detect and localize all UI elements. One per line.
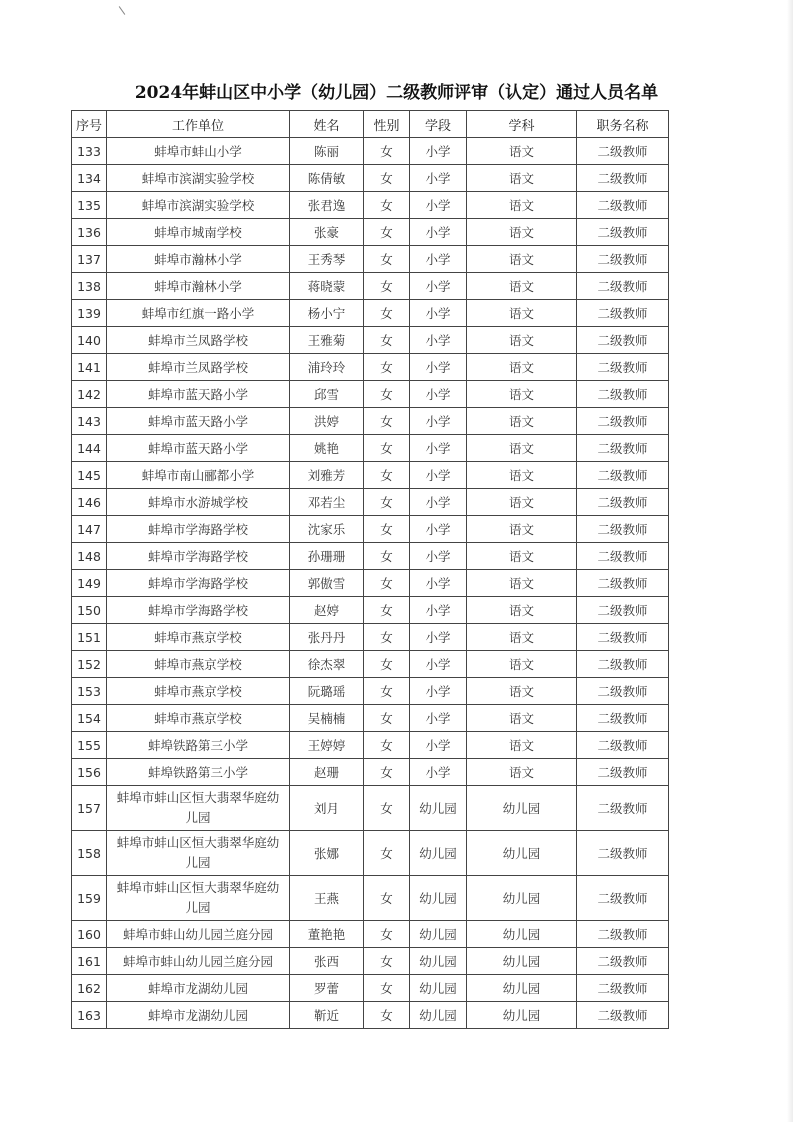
- cell-position: 二级教师: [577, 219, 669, 246]
- cell-stage: 小学: [410, 219, 467, 246]
- cell-unit: 蚌埠市燕京学校: [107, 624, 290, 651]
- cell-name: 王燕: [290, 876, 364, 921]
- cell-position: 二级教师: [577, 381, 669, 408]
- table-row: [72, 381, 669, 408]
- cell-subject: 幼儿园: [467, 1002, 577, 1029]
- cell-stage: 小学: [410, 462, 467, 489]
- cell-unit: 蚌埠铁路第三小学: [107, 759, 290, 786]
- cell-unit: 蚌埠市燕京学校: [107, 705, 290, 732]
- cell-subject: 语文: [467, 219, 577, 246]
- cell-unit: 蚌埠市龙湖幼儿园: [107, 975, 290, 1002]
- cell-name: 郭傲雪: [290, 570, 364, 597]
- cell-index: 154: [72, 705, 107, 732]
- cell-index: 143: [72, 408, 107, 435]
- cell-gender: 女: [364, 570, 410, 597]
- cell-subject: 幼儿园: [467, 921, 577, 948]
- cell-stage: 小学: [410, 354, 467, 381]
- cell-position: 二级教师: [577, 300, 669, 327]
- header-unit: 工作单位: [107, 111, 290, 138]
- cell-name: 罗蕾: [290, 975, 364, 1002]
- cell-gender: 女: [364, 597, 410, 624]
- cell-gender: 女: [364, 435, 410, 462]
- table-row: [72, 462, 669, 489]
- table-row: [72, 354, 669, 381]
- cell-index: 152: [72, 651, 107, 678]
- cell-index: 161: [72, 948, 107, 975]
- cell-position: 二级教师: [577, 543, 669, 570]
- table-row: [72, 831, 669, 876]
- cell-gender: 女: [364, 876, 410, 921]
- cell-unit: 蚌埠市瀚林小学: [107, 273, 290, 300]
- cell-position: 二级教师: [577, 192, 669, 219]
- cell-index: 156: [72, 759, 107, 786]
- cell-gender: 女: [364, 921, 410, 948]
- cell-subject: 语文: [467, 624, 577, 651]
- cell-gender: 女: [364, 408, 410, 435]
- cell-subject: 幼儿园: [467, 948, 577, 975]
- cell-position: 二级教师: [577, 921, 669, 948]
- table-row: [72, 624, 669, 651]
- cell-gender: 女: [364, 165, 410, 192]
- cell-subject: 语文: [467, 678, 577, 705]
- cell-name: 杨小宁: [290, 300, 364, 327]
- cell-gender: 女: [364, 138, 410, 165]
- cell-name: 董艳艳: [290, 921, 364, 948]
- cell-subject: 语文: [467, 705, 577, 732]
- cell-stage: 小学: [410, 678, 467, 705]
- cell-position: 二级教师: [577, 1002, 669, 1029]
- table-row: [72, 408, 669, 435]
- cell-gender: 女: [364, 489, 410, 516]
- cell-stage: 幼儿园: [410, 786, 467, 831]
- cell-index: 155: [72, 732, 107, 759]
- cell-subject: 语文: [467, 597, 577, 624]
- cell-subject: 语文: [467, 138, 577, 165]
- table-row: [72, 543, 669, 570]
- cell-unit: 蚌埠市蓝天路小学: [107, 435, 290, 462]
- cell-position: 二级教师: [577, 876, 669, 921]
- cell-stage: 小学: [410, 408, 467, 435]
- cell-unit: 蚌埠市城南学校: [107, 219, 290, 246]
- cell-gender: 女: [364, 948, 410, 975]
- table-row: [72, 273, 669, 300]
- cell-gender: 女: [364, 246, 410, 273]
- cell-subject: 幼儿园: [467, 876, 577, 921]
- cell-name: 浦玲玲: [290, 354, 364, 381]
- table-row: [72, 300, 669, 327]
- cell-index: 160: [72, 921, 107, 948]
- cell-stage: 小学: [410, 705, 467, 732]
- cell-index: 158: [72, 831, 107, 876]
- table-row: [72, 921, 669, 948]
- cell-gender: 女: [364, 300, 410, 327]
- page-title: 2024年蚌山区中小学（幼儿园）二级教师评审（认定）通过人员名单: [134, 83, 659, 103]
- cell-name: 刘月: [290, 786, 364, 831]
- header-index: 序号: [72, 111, 107, 138]
- cell-gender: 女: [364, 192, 410, 219]
- cell-subject: 语文: [467, 273, 577, 300]
- cell-position: 二级教师: [577, 705, 669, 732]
- cell-index: 159: [72, 876, 107, 921]
- header-stage: 学段: [410, 111, 467, 138]
- cell-name: 赵珊: [290, 759, 364, 786]
- cell-stage: 小学: [410, 570, 467, 597]
- cell-subject: 幼儿园: [467, 786, 577, 831]
- cell-subject: 语文: [467, 300, 577, 327]
- cell-subject: 语文: [467, 543, 577, 570]
- table-row: [72, 246, 669, 273]
- cell-unit: 蚌埠市南山郦都小学: [107, 462, 290, 489]
- cell-subject: 语文: [467, 489, 577, 516]
- cell-gender: 女: [364, 678, 410, 705]
- cell-gender: 女: [364, 651, 410, 678]
- cell-stage: 小学: [410, 165, 467, 192]
- scan-edge-shadow: [787, 0, 793, 1122]
- cell-unit: 蚌埠市龙湖幼儿园: [107, 1002, 290, 1029]
- cell-gender: 女: [364, 786, 410, 831]
- cell-index: 134: [72, 165, 107, 192]
- table-row: [72, 570, 669, 597]
- cell-position: 二级教师: [577, 732, 669, 759]
- cell-unit: 蚌埠市学海路学校: [107, 597, 290, 624]
- cell-gender: 女: [364, 831, 410, 876]
- cell-position: 二级教师: [577, 570, 669, 597]
- cell-position: 二级教师: [577, 516, 669, 543]
- cell-position: 二级教师: [577, 597, 669, 624]
- cell-gender: 女: [364, 354, 410, 381]
- cell-subject: 语文: [467, 462, 577, 489]
- cell-gender: 女: [364, 219, 410, 246]
- cell-unit: 蚌埠市兰凤路学校: [107, 354, 290, 381]
- cell-gender: 女: [364, 624, 410, 651]
- cell-subject: 语文: [467, 732, 577, 759]
- cell-name: 王婷婷: [290, 732, 364, 759]
- cell-stage: 小学: [410, 300, 467, 327]
- cell-gender: 女: [364, 759, 410, 786]
- cell-index: 144: [72, 435, 107, 462]
- cell-gender: 女: [364, 273, 410, 300]
- cell-name: 徐杰翠: [290, 651, 364, 678]
- roster-table: [71, 110, 669, 1029]
- cell-unit: 蚌埠市蚌山区恒大翡翠华庭幼儿园: [107, 876, 290, 921]
- table-row: [72, 651, 669, 678]
- cell-name: 洪婷: [290, 408, 364, 435]
- cell-position: 二级教师: [577, 462, 669, 489]
- table-row: [72, 165, 669, 192]
- cell-stage: 幼儿园: [410, 831, 467, 876]
- table-row: [72, 975, 669, 1002]
- cell-subject: 幼儿园: [467, 975, 577, 1002]
- cell-unit: 蚌埠市蚌山区恒大翡翠华庭幼儿园: [107, 786, 290, 831]
- table-row: [72, 948, 669, 975]
- header-gender: 性别: [364, 111, 410, 138]
- cell-unit: 蚌埠市蚌山幼儿园兰庭分园: [107, 948, 290, 975]
- cell-index: 140: [72, 327, 107, 354]
- cell-position: 二级教师: [577, 165, 669, 192]
- cell-index: 151: [72, 624, 107, 651]
- table-row: [72, 516, 669, 543]
- cell-index: 150: [72, 597, 107, 624]
- cell-index: 145: [72, 462, 107, 489]
- header-position: 职务名称: [577, 111, 669, 138]
- cell-subject: 语文: [467, 381, 577, 408]
- cell-subject: 语文: [467, 408, 577, 435]
- cell-name: 吴楠楠: [290, 705, 364, 732]
- cell-position: 二级教师: [577, 759, 669, 786]
- roster-body: [72, 138, 669, 1029]
- cell-unit: 蚌埠铁路第三小学: [107, 732, 290, 759]
- cell-unit: 蚌埠市燕京学校: [107, 678, 290, 705]
- cell-subject: 语文: [467, 165, 577, 192]
- cell-index: 149: [72, 570, 107, 597]
- cell-position: 二级教师: [577, 651, 669, 678]
- table-row: [72, 1002, 669, 1029]
- cell-position: 二级教师: [577, 831, 669, 876]
- cell-name: 张娜: [290, 831, 364, 876]
- cell-subject: 语文: [467, 570, 577, 597]
- cell-unit: 蚌埠市蓝天路小学: [107, 408, 290, 435]
- cell-position: 二级教师: [577, 975, 669, 1002]
- cell-stage: 小学: [410, 597, 467, 624]
- header-name: 姓名: [290, 111, 364, 138]
- table-row: [72, 759, 669, 786]
- table-row: [72, 435, 669, 462]
- cell-position: 二级教师: [577, 408, 669, 435]
- table-row: [72, 678, 669, 705]
- table-row: [72, 327, 669, 354]
- cell-subject: 语文: [467, 435, 577, 462]
- cell-subject: 语文: [467, 246, 577, 273]
- cell-name: 刘雅芳: [290, 462, 364, 489]
- cell-stage: 幼儿园: [410, 876, 467, 921]
- cell-name: 王雅菊: [290, 327, 364, 354]
- cell-subject: 语文: [467, 651, 577, 678]
- cell-index: 148: [72, 543, 107, 570]
- table-row: [72, 219, 669, 246]
- cell-subject: 语文: [467, 759, 577, 786]
- cell-gender: 女: [364, 516, 410, 543]
- cell-stage: 小学: [410, 651, 467, 678]
- cell-stage: 小学: [410, 246, 467, 273]
- cell-unit: 蚌埠市蚌山区恒大翡翠华庭幼儿园: [107, 831, 290, 876]
- cell-index: 137: [72, 246, 107, 273]
- cell-index: 139: [72, 300, 107, 327]
- cell-subject: 语文: [467, 354, 577, 381]
- cell-unit: 蚌埠市燕京学校: [107, 651, 290, 678]
- cell-unit: 蚌埠市滨湖实验学校: [107, 192, 290, 219]
- cell-subject: 幼儿园: [467, 831, 577, 876]
- cell-index: 153: [72, 678, 107, 705]
- cell-index: 163: [72, 1002, 107, 1029]
- cell-position: 二级教师: [577, 327, 669, 354]
- table-row: [72, 876, 669, 921]
- cell-index: 157: [72, 786, 107, 831]
- cell-name: 张君逸: [290, 192, 364, 219]
- cell-unit: 蚌埠市蓝天路小学: [107, 381, 290, 408]
- cell-index: 141: [72, 354, 107, 381]
- cell-gender: 女: [364, 327, 410, 354]
- cell-position: 二级教师: [577, 435, 669, 462]
- cell-index: 135: [72, 192, 107, 219]
- cell-position: 二级教师: [577, 678, 669, 705]
- cell-position: 二级教师: [577, 246, 669, 273]
- table-row: [72, 732, 669, 759]
- cell-name: 邓若尘: [290, 489, 364, 516]
- cell-position: 二级教师: [577, 489, 669, 516]
- table-row: [72, 192, 669, 219]
- cell-stage: 小学: [410, 435, 467, 462]
- cell-name: 陈倩敏: [290, 165, 364, 192]
- cell-name: 张豪: [290, 219, 364, 246]
- cell-name: 赵婷: [290, 597, 364, 624]
- cell-stage: 小学: [410, 381, 467, 408]
- cell-name: 陈丽: [290, 138, 364, 165]
- cell-unit: 蚌埠市红旗一路小学: [107, 300, 290, 327]
- cell-stage: 小学: [410, 327, 467, 354]
- table-row: [72, 786, 669, 831]
- cell-stage: 小学: [410, 273, 467, 300]
- cell-name: 沈家乐: [290, 516, 364, 543]
- cell-name: 阮璐瑶: [290, 678, 364, 705]
- cell-gender: 女: [364, 381, 410, 408]
- cell-unit: 蚌埠市蚌山幼儿园兰庭分园: [107, 921, 290, 948]
- cell-name: 张丹丹: [290, 624, 364, 651]
- cell-stage: 幼儿园: [410, 948, 467, 975]
- cell-unit: 蚌埠市学海路学校: [107, 516, 290, 543]
- table-row: [72, 138, 669, 165]
- cell-unit: 蚌埠市水游城学校: [107, 489, 290, 516]
- cell-position: 二级教师: [577, 948, 669, 975]
- cell-name: 邱雪: [290, 381, 364, 408]
- cell-stage: 幼儿园: [410, 1002, 467, 1029]
- scan-mark: [119, 6, 126, 15]
- cell-gender: 女: [364, 732, 410, 759]
- cell-position: 二级教师: [577, 354, 669, 381]
- cell-stage: 小学: [410, 516, 467, 543]
- cell-name: 姚艳: [290, 435, 364, 462]
- cell-name: 靳近: [290, 1002, 364, 1029]
- cell-name: 王秀琴: [290, 246, 364, 273]
- cell-unit: 蚌埠市学海路学校: [107, 570, 290, 597]
- cell-index: 138: [72, 273, 107, 300]
- cell-unit: 蚌埠市滨湖实验学校: [107, 165, 290, 192]
- cell-stage: 小学: [410, 759, 467, 786]
- cell-stage: 小学: [410, 192, 467, 219]
- cell-gender: 女: [364, 543, 410, 570]
- cell-subject: 语文: [467, 516, 577, 543]
- cell-stage: 幼儿园: [410, 921, 467, 948]
- cell-name: 蒋晓蒙: [290, 273, 364, 300]
- cell-index: 133: [72, 138, 107, 165]
- table-row: [72, 705, 669, 732]
- cell-gender: 女: [364, 462, 410, 489]
- cell-index: 136: [72, 219, 107, 246]
- cell-gender: 女: [364, 1002, 410, 1029]
- cell-subject: 语文: [467, 192, 577, 219]
- table-row: [72, 597, 669, 624]
- cell-name: 孙珊珊: [290, 543, 364, 570]
- cell-stage: 小学: [410, 732, 467, 759]
- cell-stage: 小学: [410, 138, 467, 165]
- cell-index: 162: [72, 975, 107, 1002]
- cell-stage: 幼儿园: [410, 975, 467, 1002]
- cell-position: 二级教师: [577, 786, 669, 831]
- cell-unit: 蚌埠市兰凤路学校: [107, 327, 290, 354]
- table-row: [72, 489, 669, 516]
- cell-stage: 小学: [410, 624, 467, 651]
- cell-gender: 女: [364, 705, 410, 732]
- cell-unit: 蚌埠市瀚林小学: [107, 246, 290, 273]
- cell-position: 二级教师: [577, 273, 669, 300]
- header-row: [72, 111, 669, 138]
- cell-index: 142: [72, 381, 107, 408]
- cell-index: 147: [72, 516, 107, 543]
- header-subject: 学科: [467, 111, 577, 138]
- cell-unit: 蚌埠市蚌山小学: [107, 138, 290, 165]
- cell-position: 二级教师: [577, 624, 669, 651]
- cell-stage: 小学: [410, 489, 467, 516]
- cell-subject: 语文: [467, 327, 577, 354]
- cell-stage: 小学: [410, 543, 467, 570]
- cell-index: 146: [72, 489, 107, 516]
- cell-unit: 蚌埠市学海路学校: [107, 543, 290, 570]
- cell-name: 张西: [290, 948, 364, 975]
- cell-gender: 女: [364, 975, 410, 1002]
- cell-position: 二级教师: [577, 138, 669, 165]
